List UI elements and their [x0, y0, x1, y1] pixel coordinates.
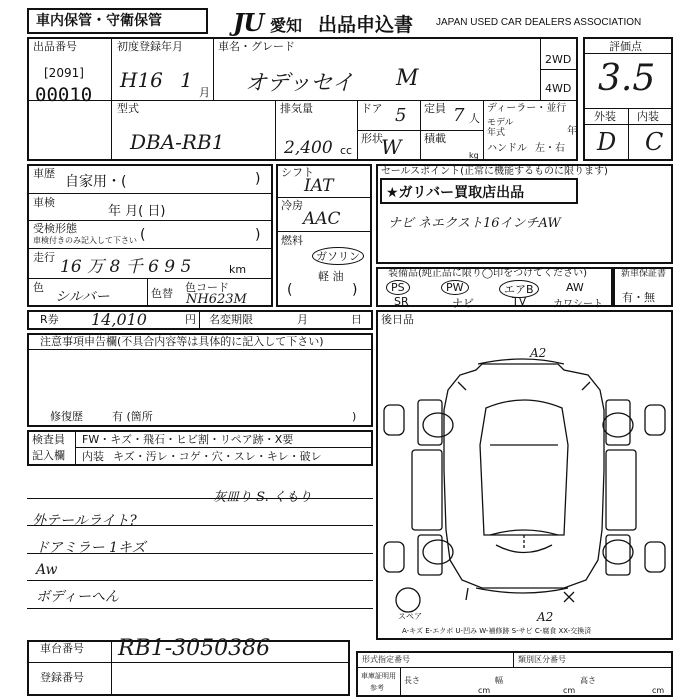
registration-label: 登録番号: [40, 671, 84, 684]
inspector-note: 灰皿り S. くもり: [213, 490, 312, 505]
accept-open: (: [140, 227, 146, 243]
repair-label: 修復歴: [50, 410, 83, 423]
form-number-label: 形式指定番号: [362, 655, 410, 664]
divider: [357, 667, 672, 668]
divider: [277, 197, 371, 198]
divider: [28, 193, 272, 194]
divider: [584, 124, 672, 125]
displacement-unit: cc: [340, 144, 353, 157]
exterior-label: 外装: [594, 110, 616, 123]
accept-close: ): [255, 227, 261, 243]
name-change-label: 名変期限: [209, 313, 253, 326]
exterior-grade: D: [597, 128, 617, 156]
load-label: 積載: [424, 132, 446, 145]
equipment-label: 装備品(純正品に限り◯印をつけてください): [388, 268, 587, 279]
inspector-row-1: FW・キズ・飛石・ヒビ割・リペア跡・X要: [82, 433, 294, 446]
divider: [111, 38, 112, 160]
interior-label: 内装: [637, 110, 659, 123]
seats-unit: 人: [469, 112, 480, 125]
equip-airbag: エアB: [499, 280, 539, 298]
month-label: 月: [297, 313, 308, 326]
day-label: 日: [351, 313, 362, 326]
ac-value: AAC: [303, 209, 341, 229]
ju-logo: JU: [233, 8, 264, 37]
equip-aw: AW: [566, 281, 584, 294]
tax-label: R券: [40, 313, 59, 326]
accept-label: 受検形態: [33, 222, 77, 235]
lot-number: 00010: [35, 84, 93, 106]
first-reg-label: 初度登録年月: [117, 40, 183, 53]
divider: [513, 652, 514, 667]
tax-section: [27, 310, 373, 330]
color-code: NH623M: [186, 292, 247, 307]
divider: [75, 431, 76, 465]
warranty-label: 新車保証書: [621, 269, 667, 279]
equip-pw: PW: [441, 280, 469, 295]
shift-value: IAT: [304, 176, 334, 196]
class-number-label: 類別区分番号: [518, 655, 566, 664]
spare-label: スペア: [398, 612, 422, 621]
history-label: 車歴: [33, 167, 55, 180]
divider: [111, 641, 112, 695]
history-value: 自家用・(: [65, 174, 127, 190]
first-reg-month: 1: [180, 68, 193, 92]
divider: [584, 108, 672, 109]
color-value: シルバー: [55, 289, 110, 305]
length-label: 長さ: [404, 676, 420, 685]
model-value: DBA-RB1: [130, 130, 225, 154]
fuel-diesel: 軽 油: [318, 270, 344, 283]
month-unit: 月: [199, 86, 210, 99]
divider: [199, 311, 200, 329]
later-items-label: 後日品: [381, 313, 414, 326]
model-label: 型式: [117, 102, 139, 115]
fuel-paren-left: (: [287, 282, 293, 298]
height-label: 高さ: [580, 676, 596, 685]
equip-leather: カワシート: [553, 299, 603, 310]
divider: [628, 108, 629, 160]
sales-points-value: ナビ ネエクスト16インチAW: [388, 216, 561, 231]
handle-label: ハンドル: [487, 143, 527, 154]
length-unit: cm: [478, 686, 491, 695]
ac-label: 冷房: [281, 199, 303, 212]
shape-value: W: [381, 135, 402, 159]
inspector-label: 検査員: [32, 433, 65, 446]
divider: [275, 100, 276, 160]
divider: [584, 53, 672, 54]
car-name-label: 車名・グレード: [218, 40, 295, 53]
shape-label: 形状: [361, 132, 383, 145]
gulliver-badge: ★ガリバー買取店出品: [386, 185, 525, 201]
divider: [421, 130, 483, 131]
year-unit: 年: [567, 126, 577, 137]
chassis-label: 車台番号: [40, 642, 84, 655]
inspection-label: 車検: [33, 196, 55, 209]
fuel-gas: ガソリン: [312, 247, 364, 265]
divider: [28, 248, 272, 249]
displacement-label: 排気量: [280, 102, 313, 115]
mileage-label: 走行: [33, 251, 55, 264]
equip-ps: PS: [386, 280, 410, 295]
note-line: [27, 498, 373, 499]
fuel-paren-right: ): [352, 282, 358, 298]
door-value: 5: [395, 105, 407, 126]
height-unit: cm: [652, 686, 665, 695]
chassis-number: RB1-3050386: [118, 636, 271, 661]
damage-legend: A-キズ E-エクボ U-凹み W-補修跡 S-サビ C-腐食 XX-交換済: [402, 627, 592, 635]
inspector-entry-label: 記入欄: [32, 449, 65, 462]
sales-points-label: セールスポイント(正常に機能するものに限ります): [381, 166, 608, 177]
warranty-value: 有・無: [622, 291, 655, 304]
equip-navi: ナビ: [452, 297, 474, 310]
diagram-mark-top: A2: [530, 346, 547, 360]
car-name: オデッセイ: [245, 71, 354, 96]
car-damage-diagram: [378, 330, 671, 630]
equip-sr: SR: [394, 295, 409, 308]
seats-value: 7: [453, 105, 465, 126]
divider: [147, 279, 148, 306]
color-label: 色: [33, 281, 44, 294]
lot-number-label: 出品番号: [33, 40, 77, 53]
displacement-value: 2,400: [284, 138, 333, 158]
divider: [28, 278, 272, 279]
width-unit: cm: [563, 686, 576, 695]
yen-unit: 円: [185, 313, 196, 326]
handwritten-note-4: ボディーへん: [36, 589, 119, 605]
divider: [28, 100, 577, 101]
door-label: ドア: [361, 102, 383, 115]
association-name: JAPAN USED CAR DEALERS ASSOCIATION: [436, 17, 642, 28]
inspector-row-2-head: 内装: [82, 450, 104, 463]
note-line: [27, 608, 373, 609]
drive-4wd: 4WD: [545, 82, 572, 95]
width-label: 幅: [495, 676, 503, 685]
car-grade: M: [396, 66, 419, 91]
divider: [213, 38, 214, 100]
model-year-label: モデル年式: [487, 118, 514, 138]
seats-label: 定員: [424, 102, 446, 115]
fuel-label: 燃料: [281, 234, 303, 247]
repair-close: ): [352, 410, 357, 423]
dealer-label: ディーラー・並行: [487, 103, 567, 114]
first-reg-year: H16: [120, 68, 163, 92]
divider: [277, 231, 371, 232]
divider: [28, 349, 372, 350]
reference-label: 参考: [370, 684, 384, 692]
score-value: 3.5: [598, 58, 656, 99]
divider: [541, 69, 577, 70]
accept-note: 車検付きのみ記入して下さい: [33, 236, 137, 245]
score-label: 評価点: [609, 40, 642, 53]
garage-cert-label: 車庫証明用: [361, 672, 396, 680]
lot-number-small: [2091]: [44, 66, 84, 80]
handwritten-note-3: Aw: [36, 562, 58, 578]
mileage-value: 16 万 8 千 6 9 5: [60, 257, 192, 277]
color-code-label: 色コード: [185, 281, 229, 294]
divider: [358, 130, 420, 131]
divider: [76, 447, 372, 448]
interior-grade: C: [645, 128, 664, 156]
load-unit: kg: [469, 151, 479, 160]
handwritten-note-1: 外テールライト?: [32, 513, 137, 529]
shift-label: シフト: [281, 166, 314, 179]
note-line: [27, 580, 373, 581]
handwritten-note-2: ドアミラー 1キズ: [35, 540, 146, 556]
diagram-mark-bottom: A2: [537, 610, 554, 624]
divider: [400, 668, 401, 696]
handle-value: 左・右: [535, 143, 565, 154]
branch-name: 愛知: [270, 16, 303, 35]
tax-value: 14,010: [91, 310, 147, 329]
storage-label: 車内保管・守衛保管: [36, 13, 162, 29]
mileage-unit: km: [229, 263, 247, 276]
notes-label: 注意事項申告欄(不具合内容等は具体的に記入して下さい): [40, 335, 324, 348]
divider: [483, 100, 484, 160]
inspection-value: 年 月( 日): [108, 204, 166, 219]
inspector-row-2: キズ・汚レ・コゲ・穴・スレ・キレ・破レ: [113, 450, 322, 463]
divider: [28, 220, 272, 221]
recolor-label: 色替: [151, 287, 173, 300]
divider: [28, 662, 349, 663]
history-close: ): [255, 171, 261, 187]
drive-2wd: 2WD: [545, 53, 572, 66]
document-title: 出品申込書: [318, 14, 414, 36]
equip-tv: TV: [512, 295, 527, 308]
repair-value: 有 (箇所: [112, 410, 153, 423]
